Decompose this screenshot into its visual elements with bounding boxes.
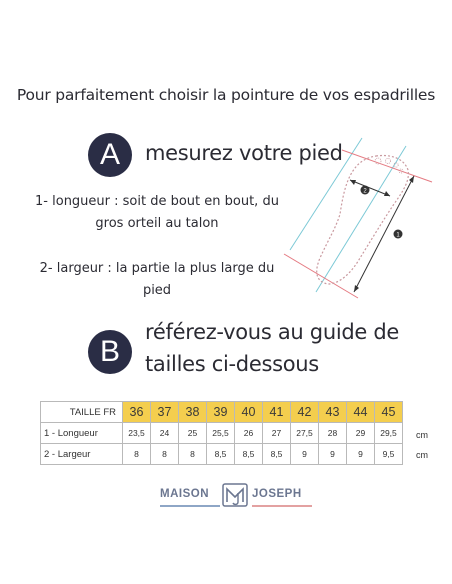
- length-unit: cm: [416, 430, 428, 440]
- size-43: 43: [319, 402, 347, 423]
- length-value: 27,5: [291, 423, 319, 444]
- table-row: [41, 444, 403, 465]
- step-b-badge: B: [88, 330, 132, 374]
- step-a-badge: A: [88, 133, 132, 177]
- marker-1-label: 1: [396, 232, 400, 239]
- table-row: [41, 423, 403, 444]
- width-value: 8: [179, 444, 207, 465]
- length-value: 29,5: [375, 423, 403, 444]
- width-instruction: 2- largeur : la partie la plus large du pied: [39, 261, 275, 298]
- step-b-heading-line1: référez-vous au guide de: [145, 320, 400, 344]
- length-value: 25,5: [207, 423, 235, 444]
- length-value: 27: [263, 423, 291, 444]
- brand-logo: [160, 480, 310, 510]
- page-title: Pour parfaitement choisir la pointure de vos espadrilles: [16, 86, 436, 104]
- length-value: 26: [235, 423, 263, 444]
- width-value: 9: [319, 444, 347, 465]
- size-39: 39: [207, 402, 235, 423]
- size-37: 37: [151, 402, 179, 423]
- brand-blue-line: [160, 505, 220, 507]
- length-value: 25: [179, 423, 207, 444]
- length-row-label: 1 - Longueur: [41, 423, 123, 444]
- brand-left-word: MAISON: [160, 488, 209, 500]
- size-table: [40, 401, 403, 465]
- size-42: 42: [291, 402, 319, 423]
- size-40: 40: [235, 402, 263, 423]
- size-header-label: TAILLE FR: [41, 402, 123, 423]
- length-value: 28: [319, 423, 347, 444]
- monogram-icon: [220, 480, 250, 510]
- size-header-row: [41, 402, 403, 423]
- length-value: 23,5: [123, 423, 151, 444]
- width-value: 8,5: [235, 444, 263, 465]
- width-value: 9,5: [375, 444, 403, 465]
- size-38: 38: [179, 402, 207, 423]
- foot-measure-diagram: [282, 130, 442, 300]
- width-unit: cm: [416, 450, 428, 460]
- step-b-heading-line2: tailles ci-dessous: [145, 352, 319, 376]
- size-44: 44: [347, 402, 375, 423]
- width-row-label: 2 - Largeur: [41, 444, 123, 465]
- width-value: 8: [151, 444, 179, 465]
- width-value: 8,5: [263, 444, 291, 465]
- length-value: 29: [347, 423, 375, 444]
- size-41: 41: [263, 402, 291, 423]
- brand-red-line: [252, 505, 312, 507]
- width-value: 9: [347, 444, 375, 465]
- size-45: 45: [375, 402, 403, 423]
- length-instruction: 1- longueur : soit de bout en bout, du gros orteil au talon: [35, 194, 279, 231]
- brand-right-word: JOSEPH: [252, 488, 302, 500]
- width-value: 9: [291, 444, 319, 465]
- length-value: 24: [151, 423, 179, 444]
- width-value: 8,5: [207, 444, 235, 465]
- step-a-heading: mesurez votre pied: [145, 141, 343, 165]
- marker-2-label: 2: [363, 188, 367, 195]
- width-value: 8: [123, 444, 151, 465]
- size-36: 36: [123, 402, 151, 423]
